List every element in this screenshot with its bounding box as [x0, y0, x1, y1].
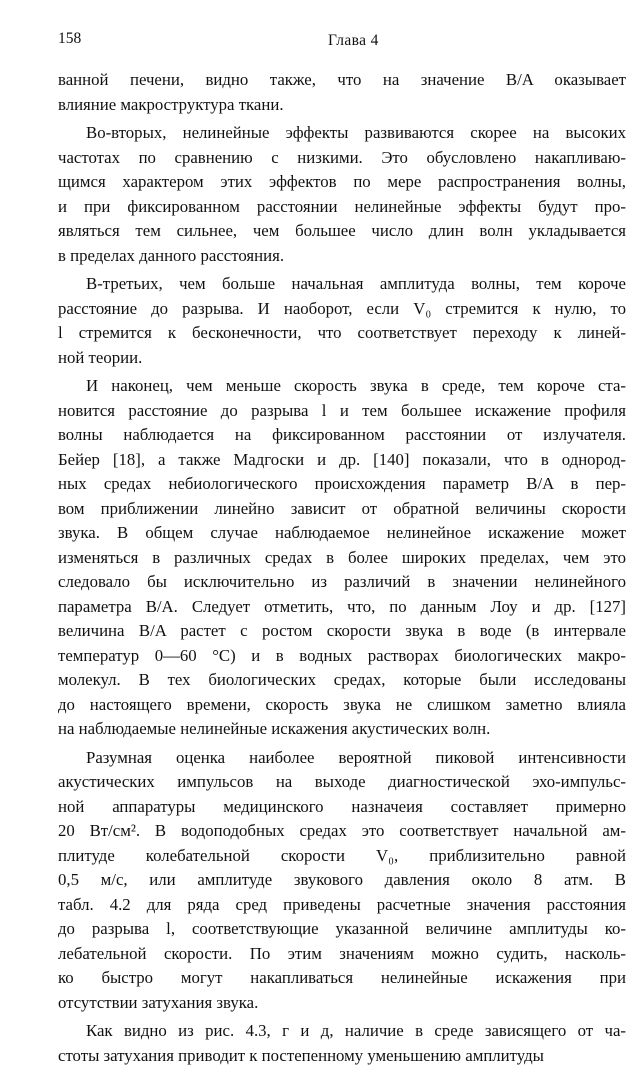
text-line: и при фиксированном расстоянии нелинейные эффекты будут про- [58, 195, 626, 220]
text-line: вом приближении линейно зависит от обратной величины скорости [58, 497, 626, 522]
text-line: молекул. В тех биологических средах, которые были исследованы [58, 668, 626, 693]
text-line: изменяться в различных средах в более широких пределах, чем это [58, 546, 626, 571]
text-line: расстояние до разрыва. И наоборот, если V₀ стремится к нулю, то [58, 297, 626, 322]
text-line: табл. 4.2 для ряда сред приведены расчетные значения расстояния [58, 893, 626, 918]
text-line: Как видно из рис. 4.3, г и д, наличие в среде зависящего от ча- [58, 1019, 626, 1044]
chapter-title: Глава 4 [328, 32, 379, 50]
text-line: температур 0—60 °C) и в водных растворах биологических макро- [58, 644, 626, 669]
text-line: стоты затухания приводит к постепенному уменьшению амплитуды [58, 1044, 626, 1068]
text-line: ных средах небиологического происхождения параметр B/A в пер- [58, 472, 626, 497]
text-line: акустических импульсов на выходе диагностической эхо-импульс- [58, 770, 626, 795]
text-line: влияние макроструктура ткани. [58, 93, 626, 118]
text-line: плитуде колебательной скорости V₀, приблизительно равной [58, 844, 626, 869]
text-line: волны наблюдается на фиксированном расстоянии от излучателя. [58, 423, 626, 448]
text-line: щимся характером этих эффектов по мере распространения волны, [58, 170, 626, 195]
text-line: параметра B/A. Следует отметить, что, по данным Лоу и др. [127] [58, 595, 626, 620]
text-line: ванной печени, видно также, что на значение B/A оказывает [58, 68, 626, 93]
running-header [58, 30, 599, 56]
text-line: являться тем сильнее, чем большее число длин волн укладывается [58, 219, 626, 244]
text-line: ной теории. [58, 346, 626, 371]
text-line: Разумная оценка наиболее вероятной пиковой интенсивности [58, 746, 626, 771]
text-line: лебательной скорости. По этим значениям можно судить, насколь- [58, 942, 626, 967]
text-line: на наблюдаемые нелинейные искажения акустических волн. [58, 717, 626, 742]
text-line: И наконец, чем меньше скорость звука в среде, тем короче ста- [58, 374, 626, 399]
text-line: ко быстро могут накапливаться нелинейные искажения при [58, 966, 626, 991]
text-line: В-третьих, чем больше начальная амплитуда волны, тем короче [58, 272, 626, 297]
page-number: 158 [58, 30, 81, 48]
text-line: l стремится к бесконечности, что соответствует переходу к линей- [58, 321, 626, 346]
text-line: 20 Вт/см². В водоподобных средах это соответствует начальной ам- [58, 819, 626, 844]
text-line: величина B/A растет с ростом скорости звука в воде (в интервале [58, 619, 626, 644]
body-text [58, 68, 626, 1068]
text-line: Бейер [18], а также Мадгоски и др. [140] показали, что в однород- [58, 448, 626, 473]
text-line: следовало бы исключительно из различий в значении нелинейного [58, 570, 626, 595]
text-line: звука. В общем случае наблюдаемое нелинейное искажение может [58, 521, 626, 546]
text-line: новится расстояние до разрыва l и тем большее искажение профиля [58, 399, 626, 424]
text-line: 0,5 м/с, или амплитуде звукового давления около 8 атм. В [58, 868, 626, 893]
text-line: ной аппаратуры медицинского назначеия составляет примерно [58, 795, 626, 820]
text-line: до разрыва l, соответствующие указанной величине амплитуды ко- [58, 917, 626, 942]
text-line: отсутствии затухания звука. [58, 991, 626, 1016]
text-line: частотах по сравнению с низкими. Это обусловлено накапливаю- [58, 146, 626, 171]
text-line: Во-вторых, нелинейные эффекты развиваются скорее на высоких [58, 121, 626, 146]
text-line: до настоящего времени, скорость звука не слишком заметно влияла [58, 693, 626, 718]
text-line: в пределах данного расстояния. [58, 244, 626, 269]
